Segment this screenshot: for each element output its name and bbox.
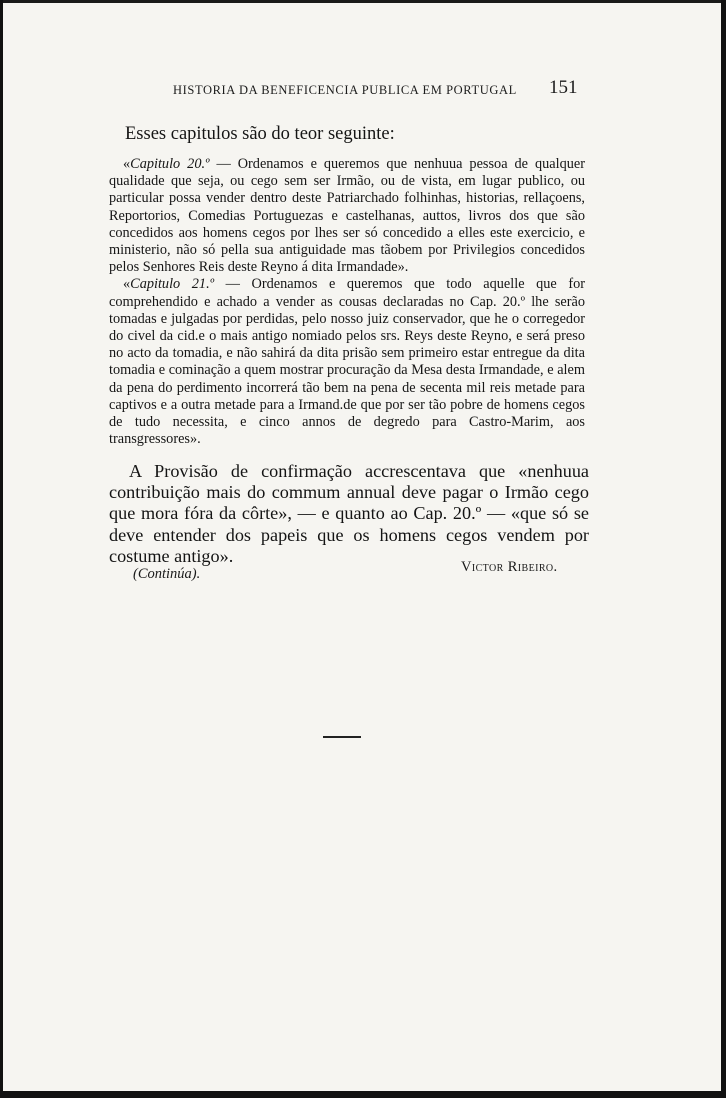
- running-title: HISTORIA DA BENEFICENCIA PUBLICA EM PORTUGAL: [173, 83, 517, 97]
- book-page: [3, 3, 721, 1091]
- open-quote-20: «: [123, 156, 131, 172]
- page-number: 151: [549, 77, 578, 98]
- chapter-21-text: — Ordenamos e queremos que todo aquelle que for comprehendido e achado a vender as cousas declaradas no Cap. 20.º lhe serão tomadas e julgadas por perdidas, pelo nosso juiz conservador, que he o corregedor do civel da cid.e o mais antigo nomiado pelos srs. Reys deste Reyno, e será preso no acto da tomadia, e não sahirá da dita prisão sem primeiro estar entregue da dita tomadia e cominação a quem mostrar procuração da Mesa desta Irmandade, e alem da pena do perdimento incorrerá tão bem na pena de secenta mil reis metade para captivos e a outra metade para a Irmand.de que por ser tão pobre de homens cegos de tudo necessita, e cinco annos de degredo para Castro-Marim, aos transgressores».: [109, 276, 585, 448]
- continua-note: (Continúa).: [133, 566, 201, 582]
- scan-border-bottom: [0, 1091, 726, 1098]
- author-signature: Victor Ribeiro.: [461, 559, 558, 575]
- open-quote-21: «: [123, 276, 131, 293]
- chapter-21-label: Capitulo 21.º: [130, 276, 215, 293]
- closing-rule: [323, 736, 361, 738]
- body-paragraph: A Provisão de confirmação accrescentava que «nenhuua contribuição mais do commum annual deve pagar o Irmão cego que mora fóra da côrte», — e quanto ao Cap. 20.º — «que só se deve entender dos papeis que os homens cegos vendem por costume antigo».: [109, 461, 589, 566]
- scan-border-right: [721, 0, 726, 1098]
- quoted-chapters: [109, 156, 585, 448]
- intro-line: Esses capitulos são do teor seguinte:: [125, 124, 395, 144]
- chapter-21-paragraph: [109, 276, 585, 448]
- chapter-20-text: — Ordenamos e queremos que nenhuua pessoa de qualquer qualidade que seja, ou cego sem ser Irmão, ou de vista, em lugar publico, ou particular possa vender dentro deste Patriarchado folhinhas, historias, rellaçoens, Reportorios, Comedias Portuguezas e castelhanas, auttos, livros dos que são concedidos aos homens cegos por lhes ser só concedido a elles este exercicio, e ministerio, não só pella sua antiguidade mas tãobem por Privilegios concedidos pelos Senhores Reis deste Reyno á dita Irmandade».: [109, 156, 585, 276]
- chapter-20-label: Capitulo 20.º: [130, 156, 210, 172]
- chapter-20-paragraph: [109, 156, 585, 276]
